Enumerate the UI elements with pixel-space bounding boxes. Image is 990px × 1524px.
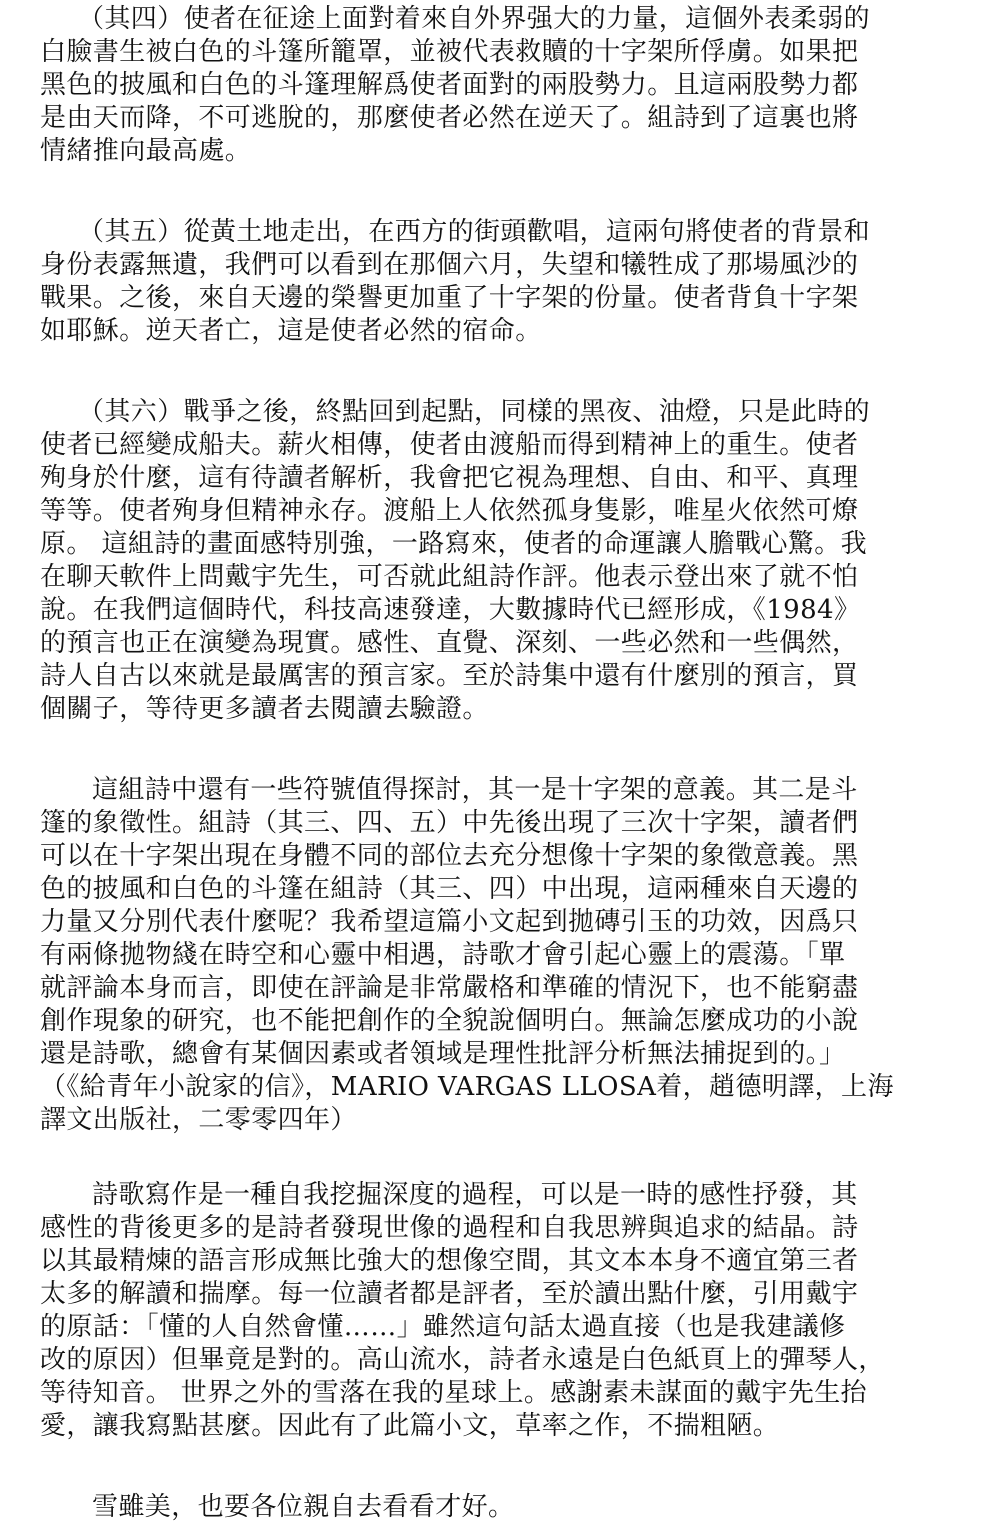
- text-line: 等等。使者殉身但精神永存。渡船上人依然孤身隻影，唯星火依然可燎: [40, 496, 859, 526]
- text-line: 身份表露無遺，我們可以看到在那個六月，失望和犧牲成了那場風沙的: [40, 250, 859, 280]
- text-line: 色的披風和白色的斗篷在組詩（其三、四）中出現，這兩種來自天邊的: [40, 874, 859, 904]
- text-line: 有兩條拋物綫在時空和心靈中相遇，詩歌才會引起心靈上的震蕩。「單: [40, 940, 846, 970]
- text-line: 原。 這組詩的畫面感特別強，一路寫來，使者的命運讓人膽戰心驚。我: [40, 529, 868, 559]
- text-line: 譯文出版社，二零零四年）: [40, 1105, 357, 1135]
- text-line: 白臉書生被白色的斗篷所籠罩，並被代表救贖的十字架所俘虜。如果把: [40, 37, 859, 67]
- paragraph-poetry: [40, 1179, 958, 1443]
- text-line: 戰果。之後，來自天邊的榮譽更加重了十字架的份量。使者背負十字架: [40, 283, 859, 313]
- text-line: 力量又分別代表什麼呢？我希望這篇小文起到拋磚引玉的功效，因爲只: [40, 907, 859, 937]
- text-line: （《給青年小說家的信》，MARIO VARGAS LLOSA着，趙德明譯，上海: [40, 1072, 894, 1102]
- text-line: （其五）從黃土地走出，在西方的街頭歡唱，這兩句將使者的背景和: [78, 217, 871, 247]
- paragraph-4: [40, 3, 958, 168]
- paragraph-symbols: [40, 774, 958, 1137]
- text-line: 就評論本身而言，即使在評論是非常嚴格和準確的情況下，也不能窮盡: [40, 973, 859, 1003]
- text-line: 愛，讓我寫點甚麼。因此有了此篇小文，草率之作，不揣粗陋。: [40, 1411, 780, 1441]
- text-line: 雪雖美，也要各位親自去看看才好。: [92, 1492, 515, 1522]
- text-line: 殉身於什麼，這有待讀者解析，我會把它視為理想、自由、和平、真理: [40, 463, 859, 493]
- text-line: 使者已經變成船夫。薪火相傳，使者由渡船而得到精神上的重生。使者: [40, 430, 859, 460]
- text-line: 在聊天軟件上問戴宇先生，可否就此組詩作評。他表示登出來了就不怕: [40, 562, 859, 592]
- text-line: 說。在我們這個時代，科技高速發達，大數據時代已經形成，《1984》: [40, 595, 861, 625]
- text-line: 如耶穌。逆天者亡，這是使者必然的宿命。: [40, 316, 542, 346]
- text-line: 等待知音。 世界之外的雪落在我的星球上。感謝素未謀面的戴宇先生抬: [40, 1378, 868, 1408]
- text-line: 情緒推向最高處。: [40, 136, 252, 166]
- text-line: 黑色的披風和白色的斗篷理解爲使者面對的兩股勢力。且這兩股勢力都: [40, 70, 859, 100]
- text-line: （其四）使者在征途上面對着來自外界强大的力量，這個外表柔弱的: [78, 4, 871, 34]
- text-line: 詩人自古以來就是最厲害的預言家。至於詩集中還有什麼別的預言，買: [40, 661, 859, 691]
- paragraph-6: [40, 396, 958, 726]
- paragraph-closing: [40, 1491, 958, 1524]
- document-page: [40, 0, 958, 1524]
- text-line: （其六）戰爭之後，終點回到起點，同樣的黑夜、油燈，只是此時的: [78, 397, 871, 427]
- text-line: 太多的解讀和揣摩。每一位讀者都是評者，至於讀出點什麼，引用戴宇: [40, 1279, 859, 1309]
- text-line: 詩歌寫作是一種自我挖掘深度的過程，可以是一時的感性抒發，其: [92, 1180, 858, 1210]
- text-line: 個關子，等待更多讀者去閱讀去驗證。: [40, 694, 489, 724]
- text-line: 還是詩歌，總會有某個因素或者領域是理性批評分析無法捕捉到的。」: [40, 1039, 846, 1069]
- text-line: 可以在十字架出現在身體不同的部位去充分想像十字架的象徵意義。黑: [40, 841, 859, 871]
- text-line: 感性的背後更多的是詩者發現世像的過程和自我思辨與追求的結晶。詩: [40, 1213, 859, 1243]
- text-line: 這組詩中還有一些符號值得探討，其一是十字架的意義。其二是斗: [92, 775, 858, 805]
- text-line: 的原話：「懂的人自然會懂……」雖然這句話太過直接（也是我建議修: [40, 1312, 846, 1342]
- text-line: 的預言也正在演變為現實。感性、直覺、深刻、一些必然和一些偶然，: [40, 628, 859, 658]
- text-line: 以其最精煉的語言形成無比強大的想像空間，其文本本身不適宜第三者: [40, 1246, 859, 1276]
- paragraph-5: [40, 216, 958, 348]
- text-line: 改的原因）但畢竟是對的。高山流水，詩者永遠是白色紙頁上的彈琴人，: [40, 1345, 885, 1375]
- text-line: 是由天而降，不可逃脫的，那麼使者必然在逆天了。組詩到了這裏也將: [40, 103, 859, 133]
- text-line: 創作現象的研究，也不能把創作的全貌說個明白。無論怎麼成功的小說: [40, 1006, 859, 1036]
- text-line: 篷的象徵性。組詩（其三、四、五）中先後出現了三次十字架，讀者們: [40, 808, 859, 838]
